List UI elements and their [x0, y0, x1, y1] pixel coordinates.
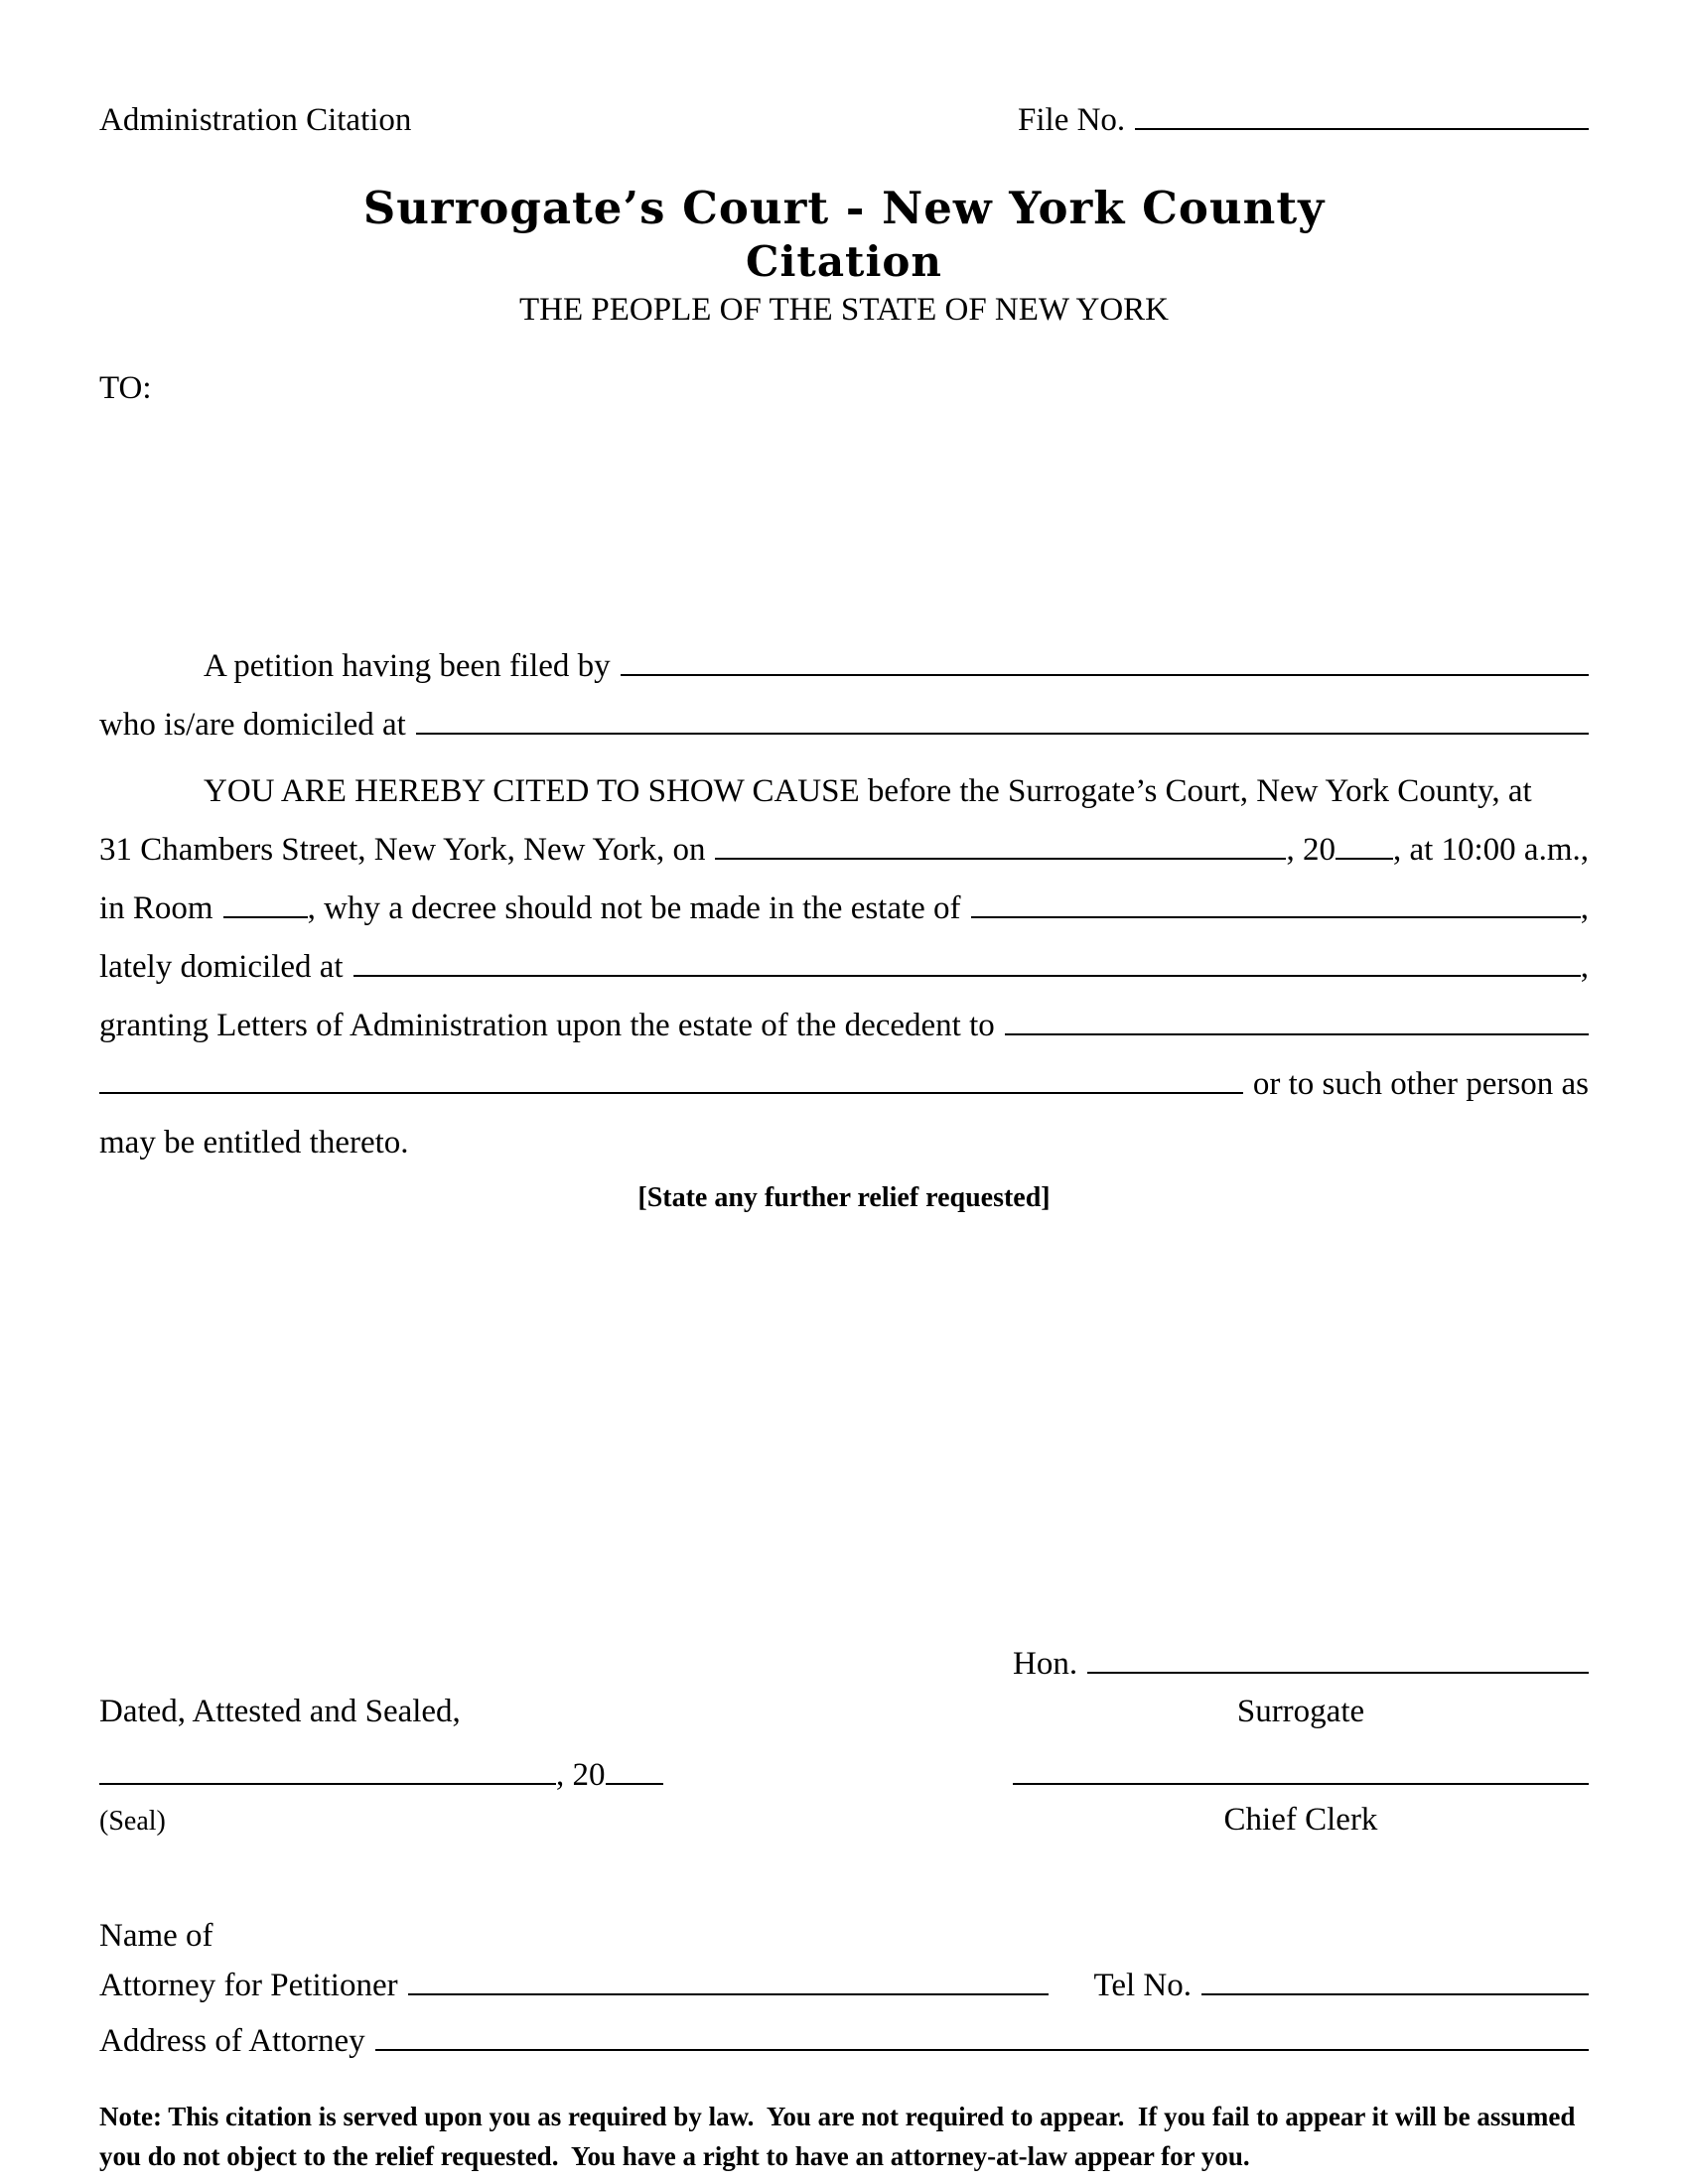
comma-after-domicile: , — [1580, 949, 1589, 985]
attorney-name-field[interactable] — [408, 1993, 1050, 1995]
dated-date-field[interactable] — [99, 1783, 556, 1785]
chief-clerk-signature-field[interactable] — [1013, 1783, 1589, 1785]
dated-year-field[interactable] — [606, 1783, 663, 1785]
surrogate-label: Surrogate — [1236, 1694, 1365, 1729]
chief-clerk-label: Chief Clerk — [1223, 1802, 1378, 1838]
location-text: 31 Chambers Street, New York, New York, on — [99, 832, 706, 868]
hearing-year-field[interactable] — [1336, 858, 1393, 860]
dated-row — [99, 1688, 1589, 1735]
header-row — [99, 99, 1589, 141]
or-person-text: or to such other person as — [1252, 1066, 1589, 1102]
court-title: Surrogate’s Court - New York County — [362, 182, 1326, 234]
petition-line — [99, 637, 1589, 696]
relief-note: [State any further relief requested] — [637, 1182, 1051, 1213]
recipient-area[interactable] — [99, 409, 1589, 637]
continuation-line — [99, 1055, 1589, 1114]
granting-text: granting Letters of Administration upon the estate of the decedent to — [99, 1008, 995, 1043]
address-row — [99, 2013, 1589, 2069]
attorney-address-field[interactable] — [375, 2049, 1589, 2051]
hearing-line — [99, 821, 1589, 880]
address-label: Address of Attorney — [99, 2023, 365, 2059]
decree-text: , why a decree should not be made in the estate of — [307, 890, 961, 926]
dated-year-text: , 20 — [556, 1757, 606, 1793]
domicile-line — [99, 696, 1589, 754]
attorney-row — [99, 1958, 1589, 2013]
surrogate-name-field[interactable] — [1087, 1672, 1589, 1674]
seal-row — [99, 1799, 1589, 1843]
hearing-date-field[interactable] — [715, 858, 1286, 860]
to-label: TO: — [99, 370, 152, 406]
hearing-year-text: , 20 — [1286, 832, 1336, 868]
signature-lines-row — [99, 1751, 1589, 1799]
file-no-group — [1018, 99, 1589, 141]
dated-label: Dated, Attested and Sealed, — [99, 1694, 461, 1729]
room-text: in Room — [99, 890, 213, 926]
petitioner-domicile-field[interactable] — [416, 733, 1589, 735]
lately-text: lately domiciled at — [99, 949, 344, 985]
doc-type-label: Administration Citation — [99, 102, 412, 138]
seal-label: (Seal) — [99, 1806, 166, 1837]
footer-note: Note: This citation is served upon you as required by law. You are not required to appear. If you fail to appear it will be assumed you do not object to the relief requested. You have a right to have an attorney-at-law appear for you. — [99, 2102, 1583, 2171]
comma-after-estate: , — [1580, 890, 1589, 926]
room-number-field[interactable] — [223, 916, 308, 918]
signature-block — [99, 1640, 1589, 1843]
name-of-label: Name of — [99, 1918, 213, 1954]
administrator-field[interactable] — [1005, 1033, 1589, 1035]
cited-text: YOU ARE HEREBY CITED TO SHOW CAUSE before the Surrogate’s Court, New York County, at — [204, 773, 1532, 809]
title-block — [99, 181, 1589, 332]
file-no-label: File No. — [1018, 102, 1126, 138]
petition-text: A petition having been filed by — [204, 648, 611, 684]
tel-field[interactable] — [1201, 1993, 1589, 1995]
hon-label: Hon. — [1013, 1646, 1078, 1682]
room-line — [99, 880, 1589, 938]
cited-line — [99, 762, 1589, 821]
estate-name-field[interactable] — [971, 916, 1581, 918]
people-heading: THE PEOPLE OF THE STATE OF NEW YORK — [518, 292, 1169, 328]
file-no-field[interactable] — [1135, 128, 1589, 130]
hearing-time-text: , at 10:00 a.m., — [1392, 832, 1589, 868]
petitioner-field[interactable] — [621, 674, 1589, 676]
citation-title: Citation — [746, 237, 942, 286]
tel-label: Tel No. — [1093, 1968, 1192, 2003]
hon-row — [99, 1640, 1589, 1688]
attorney-block — [99, 1914, 1589, 2069]
attorney-for-label: Attorney for Petitioner — [99, 1968, 398, 2003]
entitled-line — [99, 1114, 1589, 1172]
granting-line — [99, 997, 1589, 1055]
entitled-text: may be entitled thereto. — [99, 1125, 409, 1160]
domicile-text: who is/are domiciled at — [99, 707, 406, 743]
hon-group — [1013, 1640, 1589, 1688]
lately-line — [99, 938, 1589, 997]
administrator-field-2[interactable] — [99, 1092, 1243, 1094]
decedent-domicile-field[interactable] — [353, 975, 1581, 977]
